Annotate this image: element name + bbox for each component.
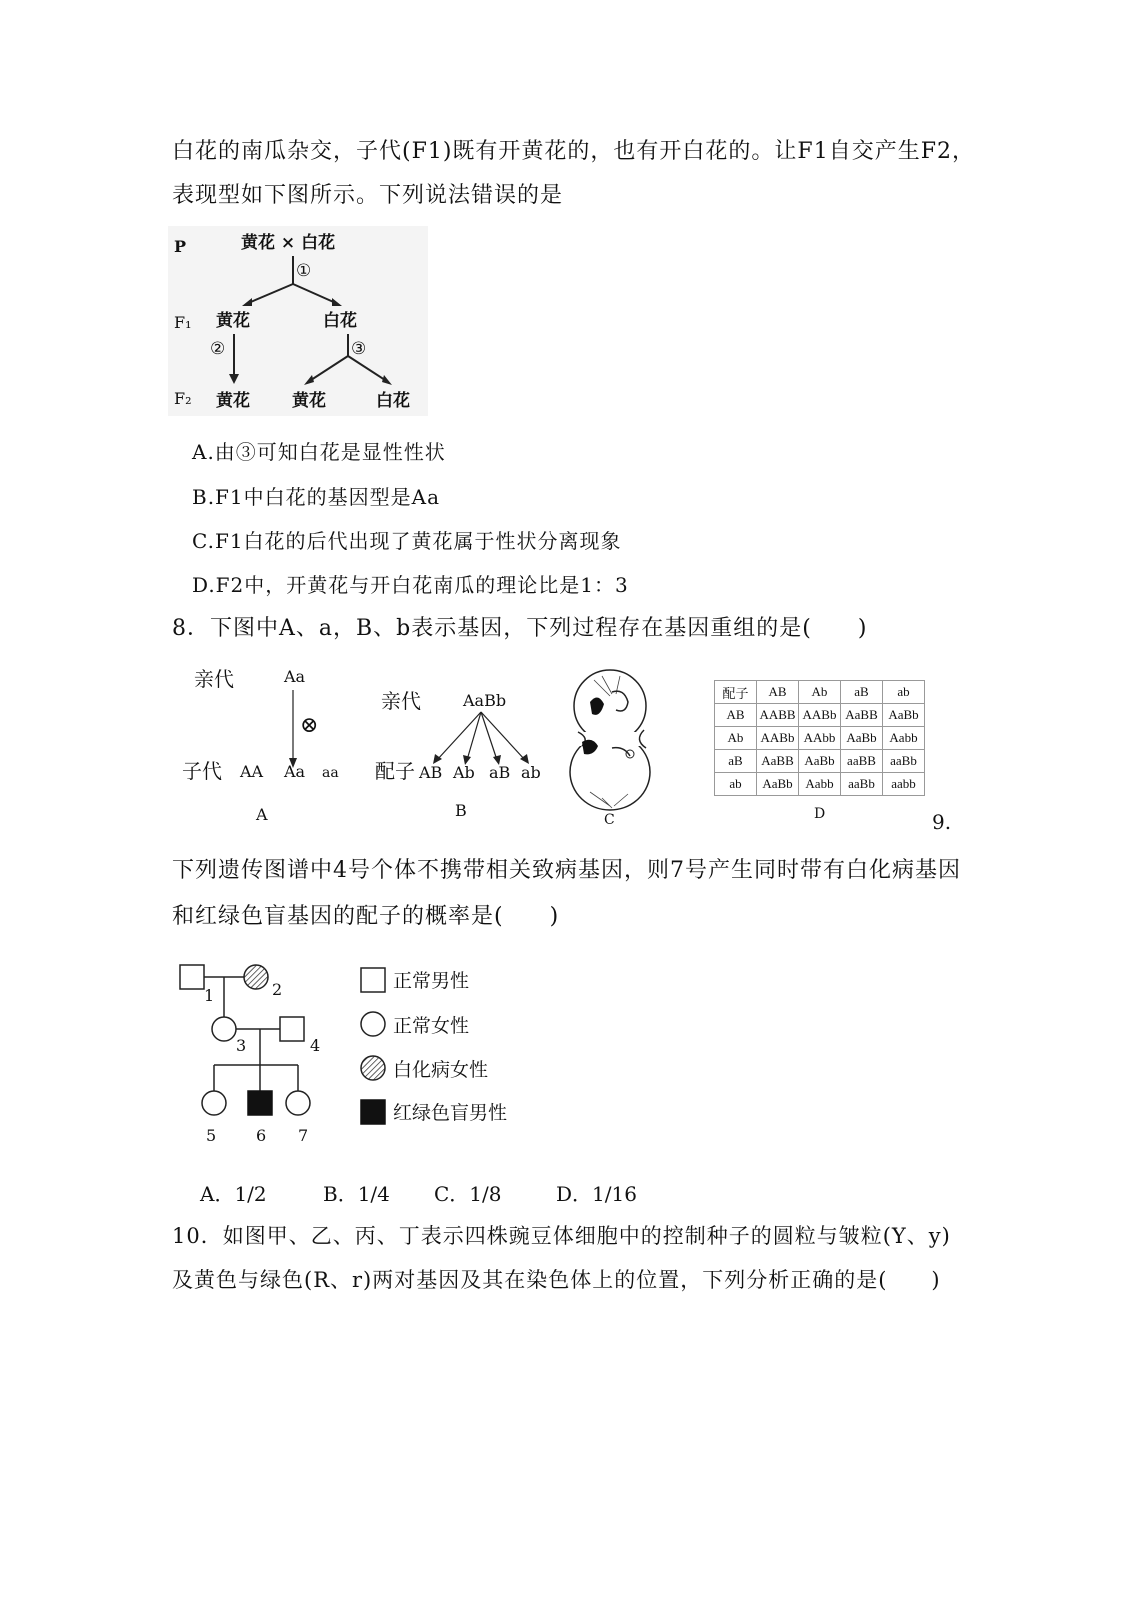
id-5: 5 bbox=[206, 1126, 217, 1145]
q7-option-c: C.F1白花的后代出现了黄花属于性状分离现象 bbox=[192, 529, 622, 553]
child-aa-hetero: Aa bbox=[284, 762, 306, 781]
legend-colorblind-male-icon bbox=[361, 1100, 385, 1124]
table-cell: AB bbox=[757, 681, 799, 704]
parent-genotype: AaBb bbox=[463, 691, 507, 710]
id-6: 6 bbox=[256, 1126, 267, 1145]
f2-yellow-1: 黄花 bbox=[216, 391, 250, 411]
f2-white: 白花 bbox=[376, 391, 410, 411]
q9-option-a: A．1/2 bbox=[200, 1182, 267, 1206]
parent-genotype: Aa bbox=[284, 667, 306, 686]
q8-figure-b bbox=[375, 680, 550, 825]
table-row bbox=[715, 727, 925, 750]
child-label: 子代 bbox=[182, 759, 222, 783]
table-cell: AABB bbox=[757, 704, 799, 727]
child-aa-dominant: AA bbox=[240, 762, 264, 781]
table-cell: AaBb bbox=[883, 704, 925, 727]
individual-4-male bbox=[280, 1017, 304, 1041]
id-2: 2 bbox=[272, 980, 283, 999]
table-row bbox=[715, 704, 925, 727]
table-row bbox=[715, 750, 925, 773]
individual-2-albino-female bbox=[244, 965, 268, 989]
child-aa-recessive: aa bbox=[322, 765, 339, 781]
q9-stem-line1: 下列遗传图谱中4号个体不携带相关致病基因，则7号产生同时带有白化病基因 bbox=[172, 858, 961, 883]
q7-stem-line2: 表现型如下图所示。下列说法错误的是 bbox=[172, 183, 564, 208]
caption-c: C bbox=[604, 812, 615, 827]
q9-legend bbox=[355, 962, 535, 1132]
gamete-ab-4: ab bbox=[521, 763, 541, 782]
q9-option-c: C．1/8 bbox=[434, 1182, 502, 1206]
f1-yellow: 黄花 bbox=[216, 311, 250, 331]
table-cell: 配子 bbox=[715, 681, 757, 704]
parent-label: 亲代 bbox=[194, 667, 234, 691]
row-label-p: P bbox=[174, 237, 187, 256]
q7-cross-diagram bbox=[168, 226, 428, 416]
gamete-ab-3: aB bbox=[489, 763, 511, 782]
caption-b: B bbox=[455, 801, 467, 820]
individual-7-female bbox=[286, 1091, 310, 1115]
id-1: 1 bbox=[204, 986, 215, 1005]
q8-figure-c bbox=[560, 662, 670, 827]
q9-option-d: D．1/16 bbox=[556, 1182, 637, 1206]
f2-yellow-2: 黄花 bbox=[292, 391, 326, 411]
table-cell: Aabb bbox=[883, 727, 925, 750]
table-cell: AaBB bbox=[841, 704, 883, 727]
table-cell: AaBb bbox=[841, 727, 883, 750]
table-cell: ab bbox=[883, 681, 925, 704]
row-label-f2: F₂ bbox=[174, 389, 192, 408]
legend-normal-female: 正常女性 bbox=[393, 1015, 470, 1037]
table-cell: AABb bbox=[799, 704, 841, 727]
table-row bbox=[715, 773, 925, 796]
table-cell: AAbb bbox=[799, 727, 841, 750]
table-cell: Ab bbox=[799, 681, 841, 704]
q9-option-b: B．1/4 bbox=[323, 1182, 390, 1206]
table-cell: aaBb bbox=[883, 750, 925, 773]
step2-marker: ② bbox=[210, 339, 226, 359]
q9-pedigree bbox=[170, 955, 350, 1155]
q8-figure-d-punnett-table bbox=[714, 680, 925, 796]
legend-normal-male-icon bbox=[361, 968, 385, 992]
caption-a: A bbox=[256, 805, 268, 824]
step1-marker: ① bbox=[296, 261, 312, 281]
q8-stem: 8．下图中A、a，B、b表示基因，下列过程存在基因重组的是( ) bbox=[172, 616, 868, 641]
individual-1-male bbox=[180, 965, 204, 989]
table-cell: aB bbox=[715, 750, 757, 773]
q9-stem-line2: 和红绿色盲基因的配子的概率是( ) bbox=[172, 904, 560, 929]
row-label-f1: F₁ bbox=[174, 313, 192, 332]
q10-stem-line2: 及黄色与绿色(R、r)两对基因及其在染色体上的位置，下列分析正确的是( ) bbox=[172, 1268, 941, 1292]
table-cell: AB bbox=[715, 704, 757, 727]
q10-stem-line1: 10．如图甲、乙、丙、丁表示四株豌豆体细胞中的控制种子的圆粒与皱粒(Y、y) bbox=[172, 1224, 951, 1248]
f1-white: 白花 bbox=[323, 311, 357, 331]
table-cell: aabb bbox=[883, 773, 925, 796]
id-3: 3 bbox=[236, 1036, 247, 1055]
individual-5-female bbox=[202, 1091, 226, 1115]
q9-number: 9. bbox=[932, 810, 952, 834]
legend-normal-male: 正常男性 bbox=[393, 970, 470, 992]
id-4: 4 bbox=[310, 1036, 321, 1055]
parent-label: 亲代 bbox=[381, 689, 421, 713]
q7-stem-line1: 白花的南瓜杂交，子代(F1)既有开黄花的，也有开白花的。让F1自交产生F2， bbox=[172, 139, 975, 164]
gamete-ab-2: Ab bbox=[453, 763, 475, 782]
table-header-row bbox=[715, 681, 925, 704]
table-cell: aaBb bbox=[841, 773, 883, 796]
gamete-label: 配子 bbox=[375, 759, 415, 783]
legend-albino-female-icon bbox=[361, 1056, 385, 1080]
table-cell: Aabb bbox=[799, 773, 841, 796]
table-cell: AaBb bbox=[757, 773, 799, 796]
table-cell: AaBb bbox=[799, 750, 841, 773]
table-cell: aaBB bbox=[841, 750, 883, 773]
legend-albino-female: 白化病女性 bbox=[393, 1059, 489, 1081]
table-cell: Ab bbox=[715, 727, 757, 750]
id-7: 7 bbox=[298, 1126, 309, 1145]
individual-3-female bbox=[212, 1017, 236, 1041]
table-cell: AaBB bbox=[757, 750, 799, 773]
table-cell: ab bbox=[715, 773, 757, 796]
q7-option-d: D.F2中，开黄花与开白花南瓜的理论比是1：3 bbox=[192, 573, 629, 597]
q8-figure-a bbox=[180, 660, 350, 825]
legend-normal-female-icon bbox=[361, 1012, 385, 1036]
step3-marker: ③ bbox=[351, 339, 367, 359]
individual-6-colorblind-male bbox=[248, 1091, 272, 1115]
gamete-ab-1: AB bbox=[419, 763, 443, 782]
table-cell: AABb bbox=[757, 727, 799, 750]
self-cross-symbol: ⊗ bbox=[300, 713, 319, 738]
q7-option-b: B.F1中白花的基因型是Aa bbox=[192, 485, 441, 509]
caption-d: D bbox=[814, 806, 826, 822]
table-cell: aB bbox=[841, 681, 883, 704]
legend-colorblind-male: 红绿色盲男性 bbox=[393, 1102, 508, 1124]
q7-option-a: A.由③可知白花是显性性状 bbox=[192, 440, 446, 464]
p-cross-text: 黄花 × 白花 bbox=[241, 233, 336, 253]
